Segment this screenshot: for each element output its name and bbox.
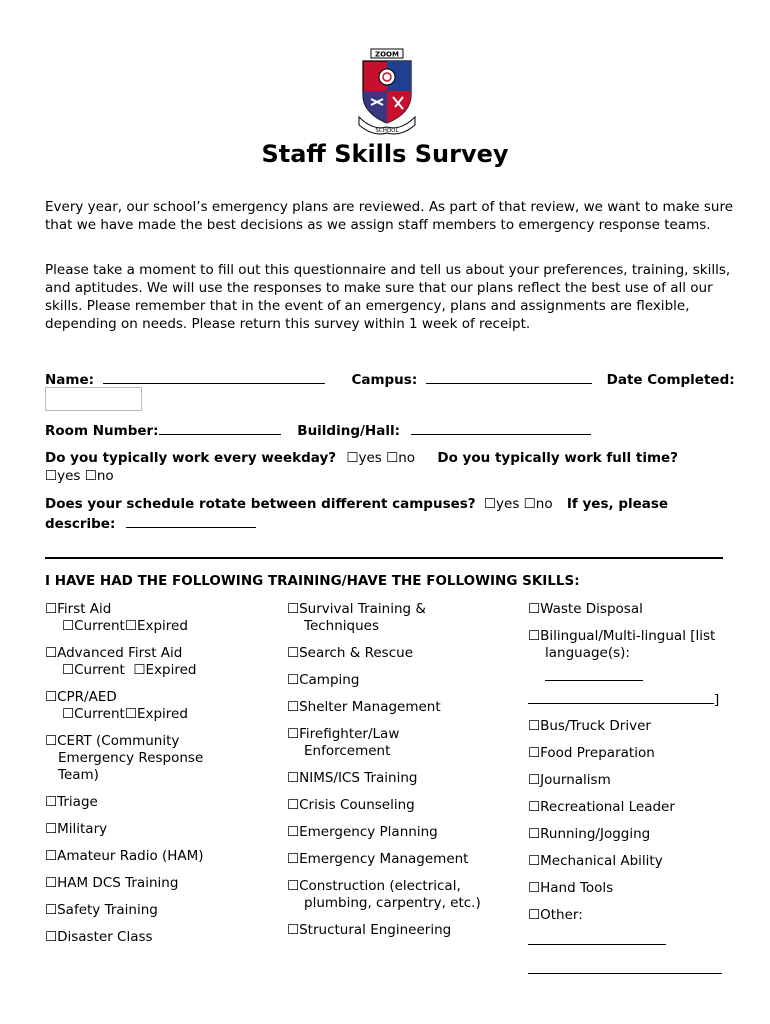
language-field-2[interactable] <box>528 691 714 704</box>
skill-cpr-aed[interactable]: ☐CPR/AED ☐Current☐Expired <box>45 689 188 722</box>
location-row <box>45 422 591 439</box>
adv-first-aid-current-checkbox[interactable]: ☐Current <box>62 662 125 678</box>
language-field-1[interactable] <box>545 666 643 681</box>
skills-column-3 <box>528 601 728 974</box>
skill-recreational-leader[interactable]: ☐Recreational Leader <box>528 799 675 815</box>
skill-journalism[interactable]: ☐Journalism <box>528 772 611 788</box>
skill-bus-truck[interactable]: ☐Bus/Truck Driver <box>528 718 651 734</box>
cpr-current-checkbox[interactable]: ☐Current <box>62 706 125 722</box>
skill-military[interactable]: ☐Military <box>45 821 108 837</box>
skill-search-rescue[interactable]: ☐Search & Rescue <box>287 645 413 661</box>
campus-label: Campus: <box>351 372 418 388</box>
date-label: Date Completed: <box>606 372 735 388</box>
skills-column-1 <box>45 601 275 956</box>
skill-emergency-management[interactable]: ☐Emergency Management <box>287 851 469 867</box>
first-aid-expired-checkbox[interactable]: ☐Expired <box>124 618 188 634</box>
describe-label-1: If yes, please <box>566 496 669 512</box>
describe-label-2: describe: <box>45 516 116 532</box>
adv-first-aid-expired-checkbox[interactable]: ☐Expired <box>133 662 197 678</box>
room-field[interactable] <box>159 422 281 435</box>
building-label: Building/Hall: <box>297 423 400 439</box>
skill-triage[interactable]: ☐Triage <box>45 794 98 810</box>
other-field-1[interactable] <box>528 930 666 945</box>
skill-first-aid[interactable]: ☐First Aid ☐Current☐Expired <box>45 601 188 634</box>
skill-safety-training[interactable]: ☐Safety Training <box>45 902 158 918</box>
skill-survival[interactable]: ☐Survival Training & Techniques <box>287 601 426 634</box>
name-label: Name: <box>45 372 95 388</box>
rotate-question: Does your schedule rotate between different campuses? <box>45 496 476 512</box>
rotate-no-checkbox[interactable]: ☐no <box>523 496 553 512</box>
language-field-2-row <box>528 691 728 708</box>
crest-top-text: ZOOM <box>375 50 399 59</box>
fulltime-answer-row <box>45 468 114 484</box>
skill-food-prep[interactable]: ☐Food Preparation <box>528 745 655 761</box>
describe-row <box>45 515 256 532</box>
fulltime-yes-checkbox[interactable]: ☐yes <box>45 468 81 484</box>
room-label: Room Number: <box>45 423 159 439</box>
skill-advanced-first-aid[interactable]: ☐Advanced First Aid ☐Current ☐Expired <box>45 645 197 678</box>
skill-disaster-class[interactable]: ☐Disaster Class <box>45 929 153 945</box>
rotate-question-row <box>45 496 668 512</box>
skill-running-jogging[interactable]: ☐Running/Jogging <box>528 826 651 842</box>
school-crest-logo <box>357 47 417 139</box>
building-field[interactable] <box>411 422 591 435</box>
skill-emergency-planning[interactable]: ☐Emergency Planning <box>287 824 438 840</box>
campus-field[interactable] <box>426 371 592 384</box>
cpr-expired-checkbox[interactable]: ☐Expired <box>124 706 188 722</box>
fulltime-question: Do you typically work full time? <box>437 450 679 466</box>
skill-cert[interactable]: ☐CERT (Community Emergency Response Team) <box>45 733 204 783</box>
date-completed-field[interactable] <box>45 387 142 411</box>
skills-column-2 <box>287 601 517 949</box>
skill-mechanical-ability[interactable]: ☐Mechanical Ability <box>528 853 663 869</box>
intro-paragraph-1: Every year, our school’s emergency plans are reviewed. As part of that review, we want to make sure that we have made the best decisions as we assign staff members to emergency response teams. <box>45 199 734 233</box>
section-divider <box>45 557 723 559</box>
skill-firefighter[interactable]: ☐Firefighter/Law Enforcement <box>287 726 400 759</box>
intro-paragraph-2: Please take a moment to fill out this questionnaire and tell us about your preferences, training, skills, and aptitudes. We will use the responses to make sure that our plans reflect the best use of all our skills. Please remember that in the event of an emergency, plans and assignments are flexible, depending on needs. Please return this survey within 1 week of receipt. <box>45 262 731 332</box>
skill-bilingual[interactable]: ☐Bilingual/Multi-lingual [list language(s): <box>528 628 716 661</box>
skill-other[interactable]: ☐Other: <box>528 907 583 923</box>
first-aid-current-checkbox[interactable]: ☐Current <box>62 618 125 634</box>
rotate-yes-checkbox[interactable]: ☐yes <box>483 496 520 512</box>
identity-row <box>45 371 735 388</box>
skill-amateur-radio[interactable]: ☐Amateur Radio (HAM) <box>45 848 204 864</box>
weekday-no-checkbox[interactable]: ☐no <box>386 450 416 466</box>
skill-structural-engineering[interactable]: ☐Structural Engineering <box>287 922 452 938</box>
skill-construction[interactable]: ☐Construction (electrical, plumbing, carpentry, etc.) <box>287 878 481 911</box>
weekday-yes-checkbox[interactable]: ☐yes <box>346 450 382 466</box>
page-title: Staff Skills Survey <box>261 140 509 168</box>
describe-field[interactable] <box>126 515 256 528</box>
skill-crisis-counseling[interactable]: ☐Crisis Counseling <box>287 797 415 813</box>
bracket-close: ] <box>714 692 720 708</box>
skill-nims-ics[interactable]: ☐NIMS/ICS Training <box>287 770 418 786</box>
weekday-question-row <box>45 450 678 466</box>
skills-section-heading: I HAVE HAD THE FOLLOWING TRAINING/HAVE THE FOLLOWING SKILLS: <box>45 573 580 589</box>
skill-hand-tools[interactable]: ☐Hand Tools <box>528 880 614 896</box>
skill-waste-disposal[interactable]: ☐Waste Disposal <box>528 601 643 617</box>
name-field[interactable] <box>103 371 325 384</box>
crest-ribbon-text: SCHOOL <box>375 128 399 134</box>
skill-ham-dcs[interactable]: ☐HAM DCS Training <box>45 875 179 891</box>
weekday-question: Do you typically work every weekday? <box>45 450 337 466</box>
fulltime-no-checkbox[interactable]: ☐no <box>84 468 114 484</box>
other-field-2[interactable] <box>528 959 722 974</box>
skill-shelter-management[interactable]: ☐Shelter Management <box>287 699 441 715</box>
skill-camping[interactable]: ☐Camping <box>287 672 360 688</box>
